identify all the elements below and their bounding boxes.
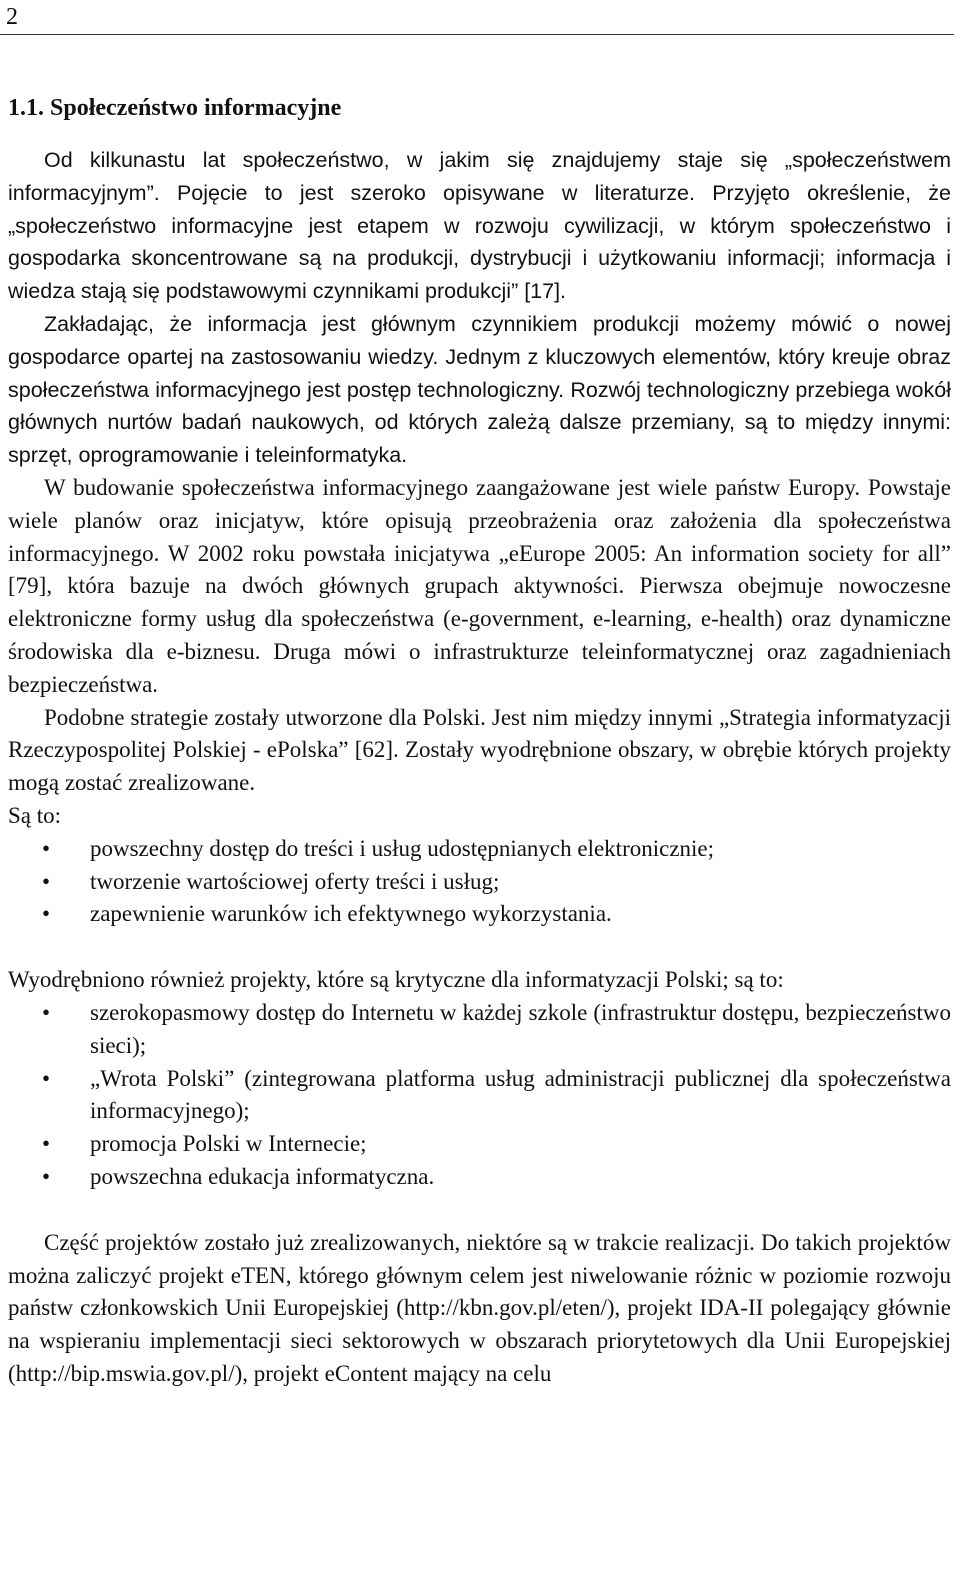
header-rule — [0, 34, 954, 35]
paragraph-2: Zakładając, że informacja jest głównym czynnikiem produkcji możemy mówić o nowej gospodarce opartej na zastosowaniu wiedzy. Jednym z kluczowych elementów, który kreuje obraz społeczeństwa informacyjnego jest postęp technologiczny. Rozwój technologiczny przebiega wokół głównych nurtów badań naukowych, od których zależą dalsze przemiany, są to między innymi: sprzęt, oprogramowanie i teleinformatyka. — [8, 311, 951, 468]
spacer — [8, 1194, 951, 1227]
paragraph-6: Część projektów zostało już zrealizowanych, niektóre są w trakcie realizacji. Do takich projektów można zaliczyć projekt eTEN, którego głównym celem jest niwelowanie różnic w poziomie rozwoju państw członkowskich Unii Europejskiej (http://kbn.gov.pl/eten/), projekt IDA-II polegający głównie na wspieraniu implementacji sieci sektorowych w obszarach priorytetowych dla Unii Europejskiej (http://bip.mswia.gov.pl/), projekt eContent mający na celu — [8, 1229, 951, 1386]
list-item: • szerokopasmowy dostęp do Internetu w każdej szkole (infrastruktur dostępu, bezpieczeństwo sieci); — [8, 997, 951, 1063]
bullet-icon: • — [42, 1131, 51, 1157]
paragraph-1: Od kilkunastu lat społeczeństwo, w jakim się znajdujemy staje się „społeczeństwem informacyjnym”. Pojęcie to jest szeroko opisywane w literaturze. Przyjęto określenie, że „społeczeństwo informacyjne jest etapem w rozwoju cywilizacji, w którym społeczeństwo i gospodarka skoncentrowane są na produkcji, dystrybucji i użytkowaniu informacji; informacja i wiedza stają się podstawowymi czynnikami produkcji” [17]. — [8, 148, 951, 304]
bullet-list-2 — [8, 997, 951, 1194]
list-item: • tworzenie wartościowej oferty treści i usług; — [8, 866, 951, 899]
bullet-icon: • — [42, 1065, 51, 1091]
section-heading: 1.1. Społeczeństwo informacyjne — [8, 95, 342, 121]
paragraph-3: W budowanie społeczeństwa informacyjnego zaangażowane jest wiele państw Europy. Powstaje wiele planów oraz inicjatyw, które opisują przeobrażenia oraz założenia dla społeczeństwa informacyjnego. W 2002 roku powstała inicjatywa „eEurope 2005: An information society for all” [79], która bazuje na dwóch głównych grupach aktywności. Pierwsza obejmuje nowoczesne elektroniczne formy usług dla społeczeństwa (e-government, e-learning, e-health) oraz dynamiczne środowiska dla e-biznesu. Druga mówi o infrastrukturze teleinformatycznej oraz zagadnieniach bezpieczeństwa. — [8, 474, 951, 697]
bullet-list-1 — [8, 833, 951, 931]
document-body — [8, 144, 951, 1391]
list-item: • powszechny dostęp do treści i usług udostępnianych elektronicznie; — [8, 833, 951, 866]
page-number: 2 — [6, 4, 18, 30]
list-item: • zapewnienie warunków ich efektywnego wykorzystania. — [8, 898, 951, 931]
spacer — [8, 931, 951, 964]
list-item: • „Wrota Polski” (zintegrowana platforma usług administracji publicznej dla społeczeństwa informacyjnego); — [8, 1063, 951, 1129]
list-item: • promocja Polski w Internecie; — [8, 1128, 951, 1161]
bullet-icon: • — [42, 901, 51, 927]
list-item: • powszechna edukacja informatyczna. — [8, 1161, 951, 1194]
bullet-icon: • — [42, 1163, 51, 1189]
paragraph-4-end: Są to: — [8, 802, 62, 828]
bullet-icon: • — [42, 999, 51, 1025]
bullet-icon: • — [42, 868, 51, 894]
bullet-icon: • — [42, 835, 51, 861]
paragraph-4: Podobne strategie zostały utworzone dla Polski. Jest nim między innymi „Strategia informatyzacji Rzeczypospolitej Polskiej - ePolska” [62]. Zostały wyodrębnione obszary, w obrębie których projekty mogą zostać zrealizowane. — [8, 704, 951, 796]
paragraph-5: Wyodrębniono również projekty, które są krytyczne dla informatyzacji Polski; są to: — [8, 967, 784, 993]
